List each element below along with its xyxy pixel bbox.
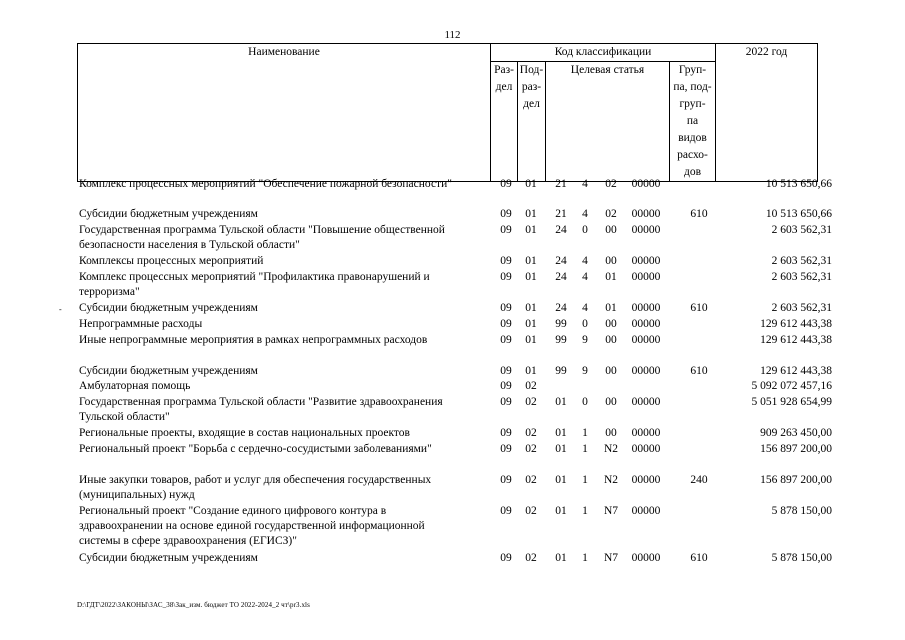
amount-cell: 909 263 450,00 bbox=[760, 427, 832, 439]
code-cell-t4: 00000 bbox=[631, 271, 661, 283]
code-cell-t4: 00000 bbox=[631, 178, 661, 190]
code-cell-t1: 01 bbox=[555, 427, 567, 439]
amount-cell: 5 878 150,00 bbox=[771, 552, 832, 564]
code-cell-r: 09 bbox=[500, 334, 512, 346]
code-cell-t3: 01 bbox=[605, 271, 617, 283]
code-cell-r: 09 bbox=[500, 552, 512, 564]
code-cell-t2: 1 bbox=[582, 552, 588, 564]
code-cell-t3: 02 bbox=[605, 178, 617, 190]
row-name-line: Комплекс процессных мероприятий "Профилактика правонарушений и bbox=[79, 271, 430, 283]
margin-mark: - bbox=[59, 305, 62, 314]
row-name bbox=[79, 301, 487, 316]
amount-cell: 2 603 562,31 bbox=[771, 271, 832, 283]
amount-cell: 5 878 150,00 bbox=[771, 505, 832, 517]
code-cell-t2: 0 bbox=[582, 224, 588, 236]
row-name bbox=[79, 207, 487, 222]
code-cell-r: 09 bbox=[500, 224, 512, 236]
code-cell-t1: 99 bbox=[555, 334, 567, 346]
row-name-line: Иные непрограммные мероприятия в рамках непрограммных расходов bbox=[79, 334, 428, 346]
code-cell-t4: 00000 bbox=[631, 208, 661, 220]
code-cell-t3: 00 bbox=[605, 255, 617, 267]
code-cell-t4: 00000 bbox=[631, 396, 661, 408]
code-cell-t4: 00000 bbox=[631, 224, 661, 236]
code-cell-t3: N2 bbox=[603, 443, 619, 455]
code-cell-t2: 4 bbox=[582, 255, 588, 267]
row-name-line: системы в сфере здравоохранения (ЕГИСЗ)" bbox=[79, 535, 297, 547]
row-name-line: здравоохранении на основе единой государственной информационной bbox=[79, 520, 425, 532]
header-name: Наименование bbox=[78, 44, 491, 182]
code-cell-t4: 00000 bbox=[631, 505, 661, 517]
row-name-line: Комплексы процессных мероприятий bbox=[79, 255, 264, 267]
row-name bbox=[79, 333, 487, 348]
code-cell-r: 09 bbox=[500, 380, 512, 392]
amount-cell: 2 603 562,31 bbox=[771, 255, 832, 267]
code-cell-t2: 9 bbox=[582, 365, 588, 377]
code-cell-t1: 01 bbox=[555, 443, 567, 455]
code-cell-t1: 01 bbox=[555, 396, 567, 408]
code-cell-r: 09 bbox=[500, 255, 512, 267]
code-cell-p: 02 bbox=[525, 474, 537, 486]
row-name-line: Субсидии бюджетным учреждениям bbox=[79, 365, 258, 377]
code-cell-g: 610 bbox=[690, 365, 708, 377]
code-cell-t4: 00000 bbox=[631, 318, 661, 330]
row-name-line: (муниципальных) нужд bbox=[79, 489, 195, 501]
row-name bbox=[79, 473, 487, 503]
code-cell-t3: 00 bbox=[605, 396, 617, 408]
amount-cell: 156 897 200,00 bbox=[760, 443, 832, 455]
code-cell-g: 240 bbox=[690, 474, 708, 486]
code-cell-t2: 1 bbox=[582, 505, 588, 517]
header-podrazdel: Под- раз- дел bbox=[518, 62, 546, 182]
row-name bbox=[79, 317, 487, 332]
code-cell-p: 02 bbox=[525, 505, 537, 517]
row-name bbox=[79, 364, 487, 379]
code-cell-t2: 1 bbox=[582, 474, 588, 486]
code-cell-p: 02 bbox=[525, 396, 537, 408]
row-name-line: Региональный проект "Создание единого цифрового контура в bbox=[79, 505, 387, 517]
amount-cell: 5 092 072 457,16 bbox=[751, 380, 832, 392]
code-cell-t4: 00000 bbox=[631, 552, 661, 564]
amount-cell: 2 603 562,31 bbox=[771, 224, 832, 236]
code-cell-p: 02 bbox=[525, 380, 537, 392]
amount-cell: 10 513 650,66 bbox=[765, 208, 832, 220]
code-cell-t2: 0 bbox=[582, 318, 588, 330]
code-cell-t3: N2 bbox=[603, 474, 619, 486]
row-name-line: Государственная программа Тульской области "Развитие здравоохранения bbox=[79, 396, 443, 408]
row-name-line: Тульской области" bbox=[79, 411, 170, 423]
row-name bbox=[79, 426, 487, 441]
row-name-line: Региональный проект "Борьба с сердечно-сосудистыми заболеваниями" bbox=[79, 443, 432, 455]
code-cell-g: 610 bbox=[690, 208, 708, 220]
code-cell-p: 01 bbox=[525, 334, 537, 346]
code-cell-t3: 00 bbox=[605, 427, 617, 439]
row-name-line: Субсидии бюджетным учреждениям bbox=[79, 302, 258, 314]
row-name-line: Амбулаторная помощь bbox=[79, 380, 191, 392]
code-cell-p: 01 bbox=[525, 365, 537, 377]
code-cell-p: 01 bbox=[525, 271, 537, 283]
code-cell-t1: 24 bbox=[555, 302, 567, 314]
code-cell-p: 01 bbox=[525, 255, 537, 267]
code-cell-t2: 1 bbox=[582, 443, 588, 455]
code-cell-t4: 00000 bbox=[631, 255, 661, 267]
code-cell-t4: 00000 bbox=[631, 302, 661, 314]
code-cell-g: 610 bbox=[690, 552, 708, 564]
code-cell-r: 09 bbox=[500, 427, 512, 439]
code-cell-t3: 00 bbox=[605, 334, 617, 346]
code-cell-t4: 00000 bbox=[631, 427, 661, 439]
code-cell-t4: 00000 bbox=[631, 443, 661, 455]
amount-cell: 5 051 928 654,99 bbox=[751, 396, 832, 408]
code-cell-t2: 4 bbox=[582, 178, 588, 190]
code-cell-r: 09 bbox=[500, 178, 512, 190]
code-cell-t1: 99 bbox=[555, 365, 567, 377]
amount-cell: 156 897 200,00 bbox=[760, 474, 832, 486]
code-cell-p: 01 bbox=[525, 224, 537, 236]
code-cell-t2: 4 bbox=[582, 302, 588, 314]
code-cell-t3: 00 bbox=[605, 318, 617, 330]
code-cell-t2: 0 bbox=[582, 396, 588, 408]
code-cell-r: 09 bbox=[500, 318, 512, 330]
row-name-line: Субсидии бюджетным учреждениям bbox=[79, 208, 258, 220]
code-cell-r: 09 bbox=[500, 443, 512, 455]
code-cell-g: 610 bbox=[690, 302, 708, 314]
row-name bbox=[79, 177, 487, 192]
code-cell-t1: 24 bbox=[555, 224, 567, 236]
header-target: Целевая статья bbox=[546, 62, 670, 182]
code-cell-t4: 00000 bbox=[631, 474, 661, 486]
row-name-line: Непрограммные расходы bbox=[79, 318, 203, 330]
code-cell-t1: 21 bbox=[555, 208, 567, 220]
row-name-line: Комплекс процессных мероприятий "Обеспечение пожарной безопасности" bbox=[79, 178, 452, 190]
row-name-line: безопасности населения в Тульской области" bbox=[79, 239, 300, 251]
row-name bbox=[79, 395, 487, 425]
row-name-line: Иные закупки товаров, работ и услуг для обеспечения государственных bbox=[79, 474, 432, 486]
code-cell-p: 02 bbox=[525, 427, 537, 439]
code-cell-t1: 01 bbox=[555, 552, 567, 564]
row-name bbox=[79, 551, 487, 566]
header-group: Груп- па, под- груп- па видов расхо- дов bbox=[670, 62, 716, 182]
code-cell-t4: 00000 bbox=[631, 365, 661, 377]
header-year: 2022 год bbox=[716, 44, 818, 182]
footer-file-path: D:\ГДТ\2022\ЗАКОНЫ\ЗАС_38\Зак_изм. бюджет ТО 2022-2024_2 чт\pr3.xls bbox=[77, 601, 310, 609]
code-cell-p: 01 bbox=[525, 178, 537, 190]
code-cell-t1: 01 bbox=[555, 474, 567, 486]
code-cell-p: 01 bbox=[525, 302, 537, 314]
code-cell-t2: 9 bbox=[582, 334, 588, 346]
row-name bbox=[79, 442, 487, 457]
header-code: Код классификации bbox=[491, 44, 716, 62]
code-cell-r: 09 bbox=[500, 208, 512, 220]
table-header bbox=[77, 43, 818, 182]
amount-cell: 2 603 562,31 bbox=[771, 302, 832, 314]
code-cell-r: 09 bbox=[500, 396, 512, 408]
code-cell-t1: 99 bbox=[555, 318, 567, 330]
code-cell-t2: 4 bbox=[582, 208, 588, 220]
row-name bbox=[79, 270, 487, 300]
code-cell-r: 09 bbox=[500, 365, 512, 377]
amount-cell: 129 612 443,38 bbox=[760, 318, 832, 330]
row-name-line: Субсидии бюджетным учреждениям bbox=[79, 552, 258, 564]
row-name-line: Государственная программа Тульской области "Повышение общественной bbox=[79, 224, 445, 236]
row-name-line: терроризма" bbox=[79, 286, 140, 298]
code-cell-r: 09 bbox=[500, 302, 512, 314]
code-cell-p: 01 bbox=[525, 318, 537, 330]
code-cell-t1: 24 bbox=[555, 271, 567, 283]
header-razdel: Раз- дел bbox=[491, 62, 518, 182]
code-cell-p: 01 bbox=[525, 208, 537, 220]
code-cell-t1: 21 bbox=[555, 178, 567, 190]
row-name-line: Региональные проекты, входящие в состав национальных проектов bbox=[79, 427, 410, 439]
amount-cell: 129 612 443,38 bbox=[760, 365, 832, 377]
code-cell-r: 09 bbox=[500, 505, 512, 517]
row-name bbox=[79, 254, 487, 269]
code-cell-t4: 00000 bbox=[631, 334, 661, 346]
code-cell-t3: 00 bbox=[605, 365, 617, 377]
code-cell-t1: 01 bbox=[555, 505, 567, 517]
code-cell-t3: N7 bbox=[603, 505, 619, 517]
page-number: 112 bbox=[444, 29, 461, 41]
code-cell-t3: N7 bbox=[603, 552, 619, 564]
code-cell-t2: 1 bbox=[582, 427, 588, 439]
code-cell-p: 02 bbox=[525, 443, 537, 455]
code-cell-t3: 01 bbox=[605, 302, 617, 314]
amount-cell: 10 513 650,66 bbox=[765, 178, 832, 190]
row-name bbox=[79, 504, 487, 549]
code-cell-r: 09 bbox=[500, 271, 512, 283]
code-cell-t2: 4 bbox=[582, 271, 588, 283]
code-cell-p: 02 bbox=[525, 552, 537, 564]
code-cell-r: 09 bbox=[500, 474, 512, 486]
row-name bbox=[79, 379, 487, 394]
row-name bbox=[79, 223, 487, 253]
code-cell-t3: 02 bbox=[605, 208, 617, 220]
code-cell-t1: 24 bbox=[555, 255, 567, 267]
amount-cell: 129 612 443,38 bbox=[760, 334, 832, 346]
code-cell-t3: 00 bbox=[605, 224, 617, 236]
